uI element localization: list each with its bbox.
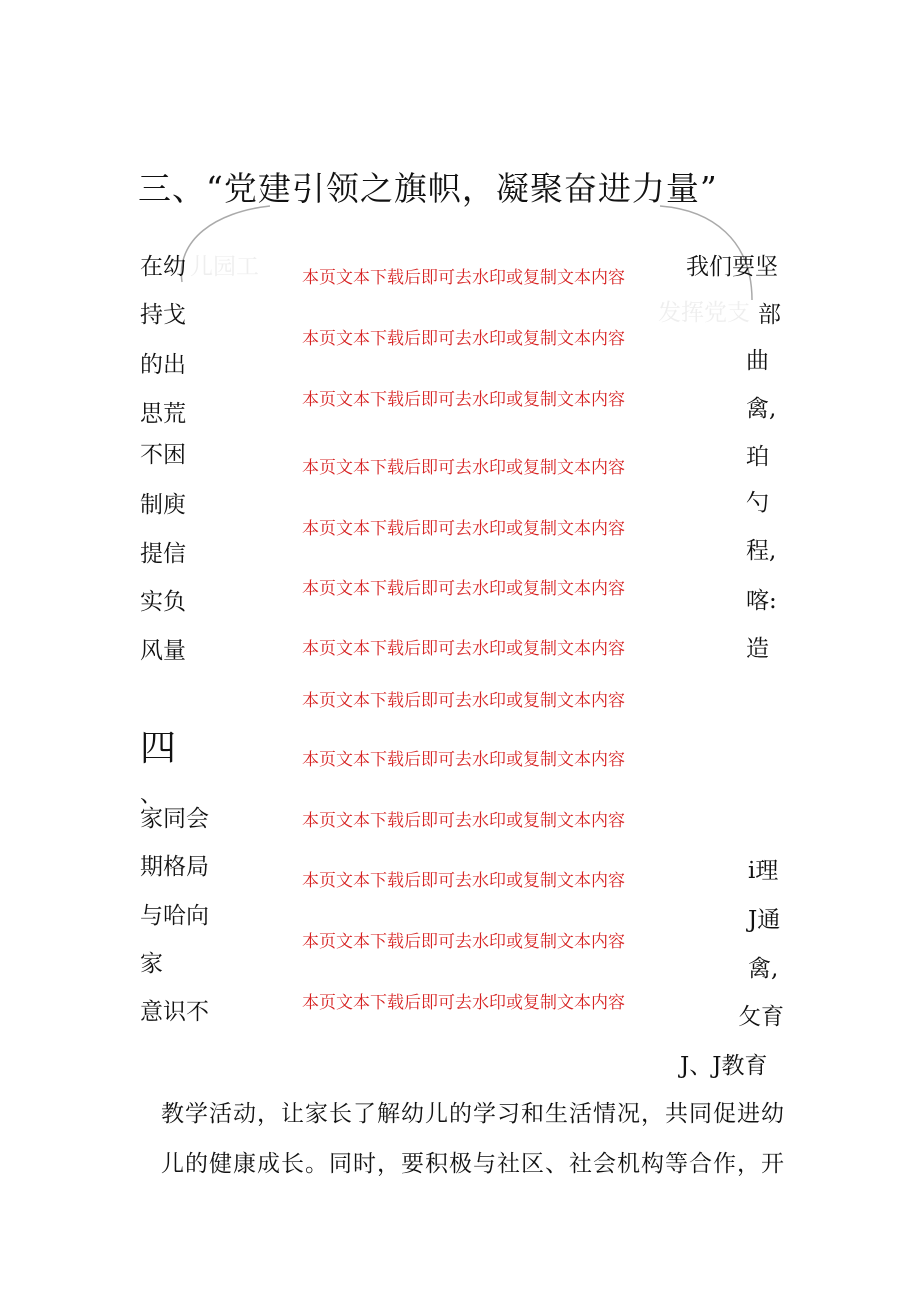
right-fragment: 攵育 [738, 1004, 784, 1030]
left-fragment: 的出 [140, 352, 186, 378]
watermark-text: 本页文本下载后即可去水印或复制文本内容 [302, 268, 625, 288]
left-fragment: 在幼 [140, 254, 186, 280]
paragraph-line: 儿的健康成长。同时，要积极与社区、社会机构等合作，开 [161, 1151, 785, 1177]
right-fragment: 曲 [746, 348, 769, 374]
faint-fragment: 发挥党支 [658, 300, 750, 326]
left-fragment: 思荒 [140, 401, 186, 427]
watermark-text: 本页文本下载后即可去水印或复制文本内容 [302, 932, 625, 952]
right-fragment: J、J教育 [680, 1053, 768, 1079]
right-fragment: 禽, [746, 396, 777, 422]
left-fragment: 实负 [140, 589, 186, 615]
section-heading: 三、“党建引领之旗帜，凝聚奋进力量” [138, 169, 718, 208]
left-fragment: 制庾 [140, 492, 186, 518]
right-fragment: i理 [748, 858, 779, 884]
left-fragment: 不困 [140, 442, 186, 468]
left-fragment: 家 [140, 951, 163, 977]
left-fragment: 与哈向 [140, 903, 209, 929]
watermark-text: 本页文本下载后即可去水印或复制文本内容 [302, 639, 625, 659]
paragraph-line: 教学活动，让家长了解幼儿的学习和生活情况，共同促进幼 [161, 1101, 785, 1127]
left-fragment: 风量 [140, 638, 186, 664]
watermark-text: 本页文本下载后即可去水印或复制文本内容 [302, 390, 625, 410]
faint-fragment: 儿园工 [190, 254, 259, 280]
right-fragment: 禽, [748, 956, 779, 982]
right-fragment: J通 [748, 907, 781, 933]
left-fragment: 家同会 [140, 806, 209, 832]
left-fragment: 提信 [140, 541, 186, 567]
right-fragment: 我们要坚 [686, 254, 778, 280]
right-fragment: 造 [746, 636, 769, 662]
right-fragment: 珀 [746, 444, 769, 470]
left-fragment: 意识不 [140, 999, 209, 1025]
right-fragment: 勺 [746, 490, 769, 516]
watermark-text: 本页文本下载后即可去水印或复制文本内容 [302, 458, 625, 478]
left-fragment: 持戈 [140, 302, 186, 328]
section-four-numeral: 四 [140, 728, 177, 769]
right-fragment: 喀: [746, 588, 777, 614]
watermark-text: 本页文本下载后即可去水印或复制文本内容 [302, 750, 625, 770]
section-four-mark: 、 [140, 783, 163, 808]
watermark-text: 本页文本下载后即可去水印或复制文本内容 [302, 871, 625, 891]
left-fragment: 期格局 [140, 854, 209, 880]
right-fragment: 程, [746, 538, 777, 564]
watermark-text: 本页文本下载后即可去水印或复制文本内容 [302, 811, 625, 831]
watermark-text: 本页文本下载后即可去水印或复制文本内容 [302, 329, 625, 349]
watermark-text: 本页文本下载后即可去水印或复制文本内容 [302, 691, 625, 711]
watermark-text: 本页文本下载后即可去水印或复制文本内容 [302, 993, 625, 1013]
watermark-text: 本页文本下载后即可去水印或复制文本内容 [302, 579, 625, 599]
right-fragment: 部 [758, 302, 781, 328]
watermark-text: 本页文本下载后即可去水印或复制文本内容 [302, 519, 625, 539]
